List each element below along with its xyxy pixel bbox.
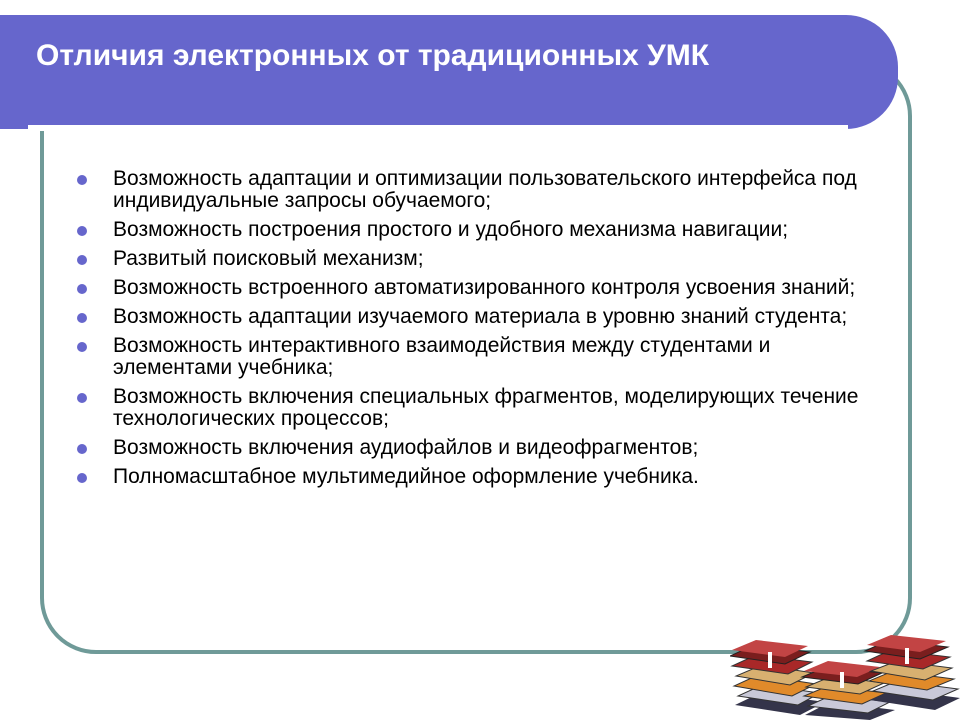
bullet-item <box>72 277 872 299</box>
bullet-dot <box>77 342 87 352</box>
bullet-item <box>72 335 872 379</box>
bullet-text: Развитый поисковый механизм; <box>113 247 424 270</box>
bullet-text: Возможность встроенного автоматизированного контроля усвоения знаний; <box>113 276 856 299</box>
bullet-item <box>72 306 872 328</box>
bullet-list <box>72 168 872 495</box>
bullet-dot <box>77 473 87 483</box>
bullet-item <box>72 248 872 270</box>
bullet-text: Возможность адаптации и оптимизации пользовательского интерфейса под индивидуальные запросы обучаемого; <box>113 167 857 212</box>
bullet-text: Возможность включения специальных фрагментов, моделирующих течение технологических процессов; <box>113 385 859 430</box>
bullet-text: Возможность адаптации изучаемого материала в уровню знаний студента; <box>113 305 848 328</box>
bullet-text: Возможность включения аудиофайлов и видеофрагментов; <box>113 436 699 459</box>
bullet-dot <box>77 255 87 265</box>
bullet-item <box>72 219 872 241</box>
bullet-item <box>72 437 872 459</box>
bullet-dot <box>77 444 87 454</box>
bullet-item <box>72 168 872 212</box>
bullet-text: Полномасштабное мультимедийное оформление учебника. <box>113 465 699 488</box>
bullet-item <box>72 466 872 488</box>
slide-title: Отличия электронных от традиционных УМК <box>36 39 710 72</box>
bullet-dot <box>77 284 87 294</box>
bullet-item <box>72 386 872 430</box>
book-stack-right <box>865 635 960 710</box>
bullet-dot <box>77 313 87 323</box>
stacked-books-icon <box>730 610 960 720</box>
title-underline <box>28 125 848 131</box>
bullet-text: Возможность интерактивного взаимодействия между студентами и элементами учебника; <box>113 334 771 379</box>
bullet-dot <box>77 393 87 403</box>
bullet-dot <box>77 175 87 185</box>
bullet-text: Возможность построения простого и удобного механизма навигации; <box>113 218 789 241</box>
bullet-dot <box>77 226 87 236</box>
title-bar <box>0 15 898 129</box>
